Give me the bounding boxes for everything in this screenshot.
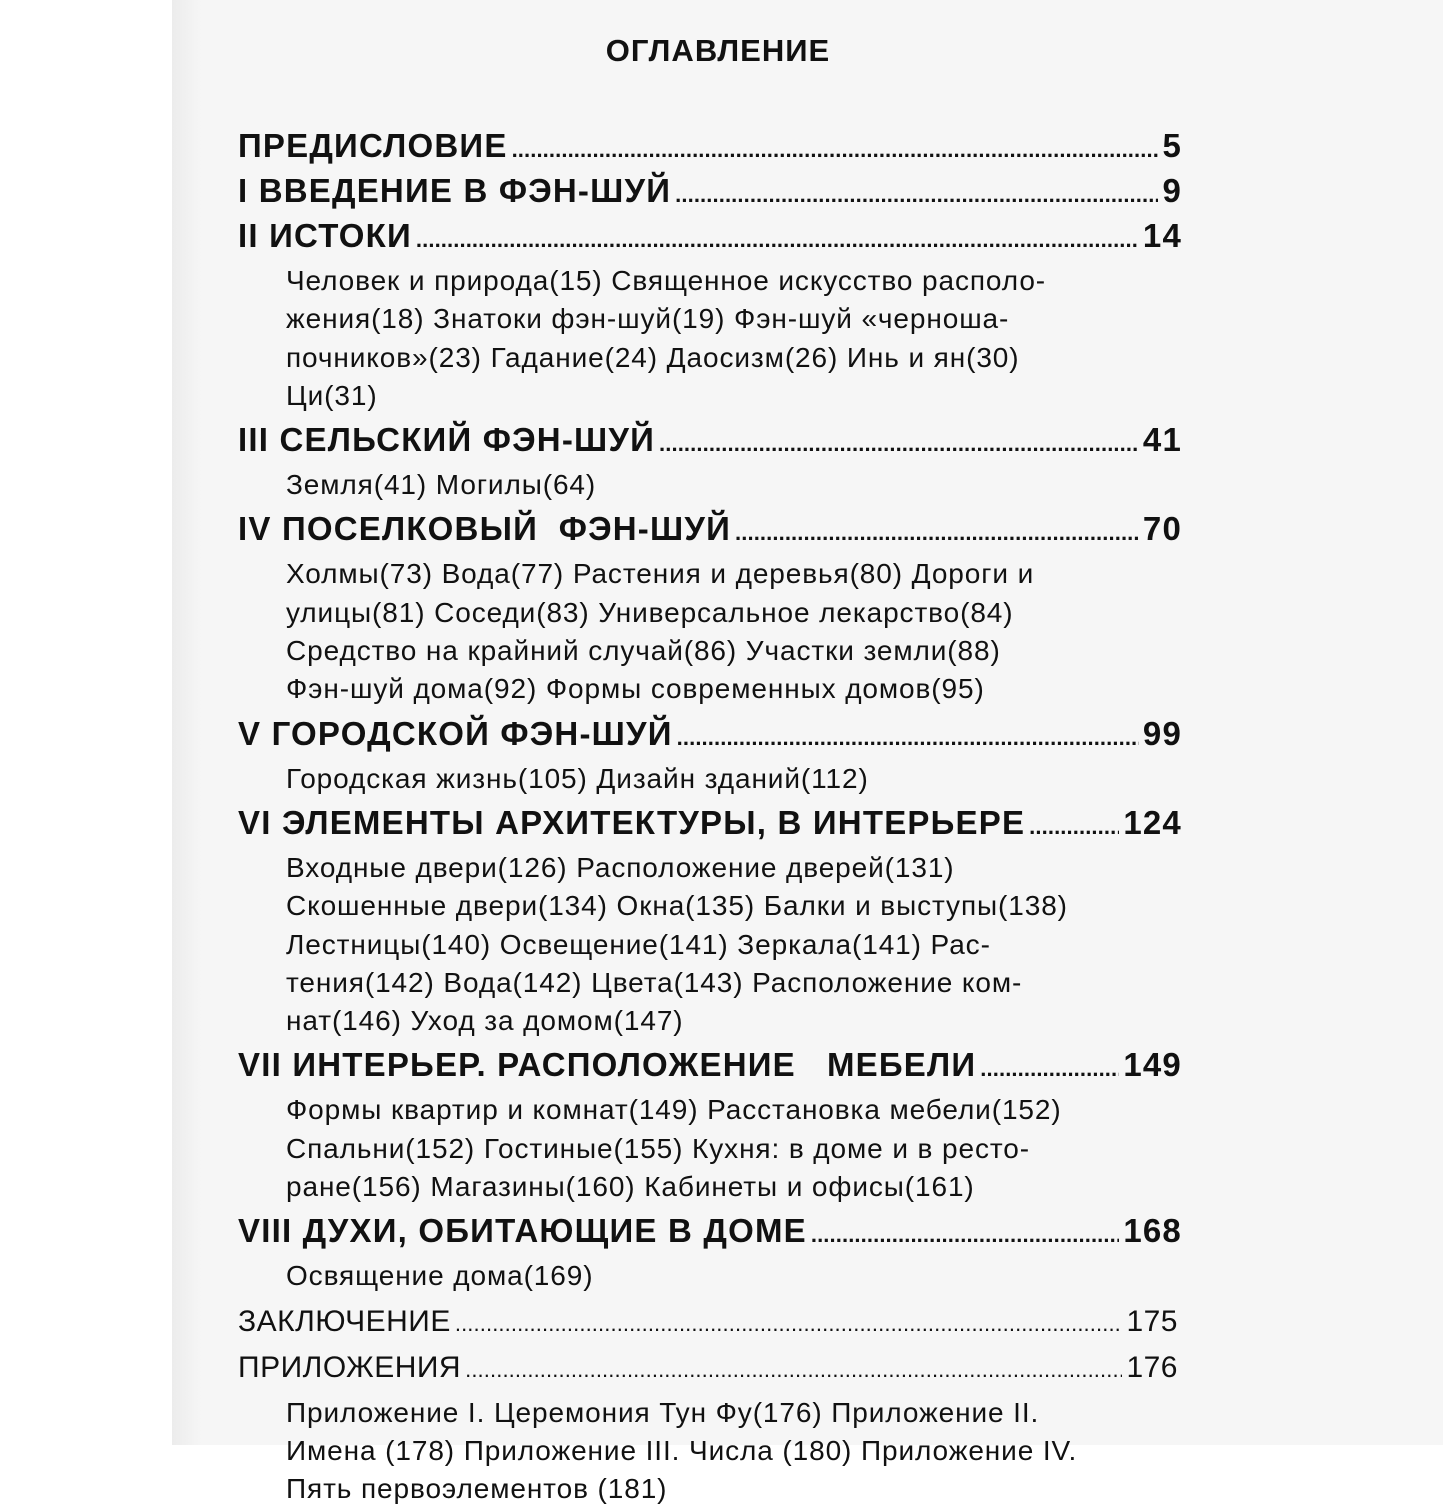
toc-subsection-line: Холмы(73) Вода(77) Растения и деревья(80) Дороги и: [286, 558, 1035, 590]
toc-entry-label: ЗАКЛЮЧЕНИЕ: [238, 1304, 451, 1338]
dot-leader: [677, 713, 1139, 758]
toc-entry-label: II ИСТОКИ: [238, 217, 412, 254]
toc-subsection-line: Имена (178) Приложение III. Числа (180) Приложение IV.: [286, 1434, 1078, 1466]
toc-entry-page: 14: [1142, 217, 1182, 254]
toc-subsection-line: Входные двери(126) Расположение дверей(131): [286, 851, 955, 883]
toc-subsection-line: Средство на крайний случай(86) Участки земли(88): [286, 635, 1001, 667]
toc-subsection-line: Человек и природа(15) Священное искусство располо-: [286, 265, 1047, 296]
page-gutter-shadow: [172, 0, 202, 1445]
toc-entry-label: I ВВЕДЕНИЕ В ФЭН-ШУЙ: [238, 172, 672, 209]
toc-entry-page: 41: [1142, 421, 1182, 459]
toc-entry-label: IV ПОСЕЛКОВЫЙ ФЭН-ШУЙ: [238, 510, 732, 548]
dot-leader: [811, 1210, 1119, 1255]
table-of-contents: [238, 125, 1182, 1509]
toc-entry: [238, 125, 1182, 170]
toc-subsection-line: Пять первоэлементов (181): [286, 1473, 668, 1505]
dot-leader: [416, 215, 1139, 260]
toc-entry-label: III СЕЛЬСКИЙ ФЭН-ШУЙ: [238, 421, 656, 459]
toc-entry: [238, 508, 1182, 553]
toc-subsection-line: ране(156) Магазины(160) Кабинеты и офисы(161): [286, 1171, 975, 1203]
toc-subsection-line: тения(142) Вода(142) Цвета(143) Расположение ком-: [286, 966, 1023, 998]
dot-leader: [659, 419, 1139, 464]
toc-subsection-line: Ци(31): [286, 379, 378, 411]
toc-entry: [238, 215, 1182, 260]
dot-leader: [735, 508, 1139, 553]
toc-entry-label: VII ИНТЕРЬЕР. РАСПОЛОЖЕНИЕ МЕБЕЛИ: [238, 1046, 977, 1084]
toc-subsection-line: Формы квартир и комнат(149) Расстановка мебели(152): [286, 1094, 1062, 1126]
dot-leader: [1029, 802, 1119, 847]
toc-entry-label: VI ЭЛЕМЕНТЫ АРХИТЕКТУРЫ, В ИНТЕРЬЕРЕ: [238, 803, 1026, 841]
dot-leader: [675, 170, 1158, 215]
toc-entry-page: 124: [1123, 803, 1182, 841]
page-title: ОГЛАВЛЕНИЕ: [605, 33, 831, 68]
dot-leader: [512, 125, 1159, 170]
dot-leader: [465, 1346, 1122, 1392]
toc-entry-label: V ГОРОДСКОЙ ФЭН-ШУЙ: [238, 714, 673, 752]
toc-subsection-line: Фэн-шуй дома(92) Формы современных домов(95): [286, 673, 985, 705]
toc-entry-label: ПРИЛОЖЕНИЯ: [238, 1350, 462, 1384]
toc-subsection-line: Земля(41) Могилы(64): [286, 469, 597, 501]
toc-subsection-line: нат(146) Уход за домом(147): [286, 1005, 684, 1037]
toc-entry-label: ПРЕДИСЛОВИЕ: [238, 127, 508, 164]
toc-entry-label: VIII ДУХИ, ОБИТАЮЩИЕ В ДОМЕ: [238, 1212, 807, 1250]
toc-entry: [238, 1210, 1182, 1255]
toc-subsection-line: Освящение дома(169): [286, 1260, 594, 1292]
toc-entry: [238, 170, 1182, 215]
toc-subsection-line: почников»(23) Гадание(24) Даосизм(26) Инь и ян(30): [286, 341, 1020, 373]
toc-entry-page: 5: [1162, 127, 1182, 164]
toc-entry: [238, 1044, 1182, 1089]
toc-entry-page: 99: [1142, 714, 1182, 752]
toc-entry: [238, 713, 1182, 758]
toc-entry-page: 176: [1126, 1350, 1178, 1384]
toc-subsection-line: Лестницы(140) Освещение(141) Зеркала(141) Рас-: [286, 928, 991, 960]
toc-entry-page: 70: [1142, 510, 1182, 548]
toc-entry-page: 9: [1162, 172, 1182, 209]
toc-subsection-line: жения(18) Знатоки фэн-шуй(19) Фэн-шуй «черноша-: [286, 303, 1010, 335]
toc-entry: [238, 419, 1182, 464]
toc-subsection-line: Приложение I. Церемония Тун Фу(176) Приложение II.: [286, 1396, 1040, 1428]
toc-subsection-line: Скошенные двери(134) Окна(135) Балки и выступы(138): [286, 890, 1068, 922]
toc-subsection-line: Спальни(152) Гостиные(155) Кухня: в доме и в ресто-: [286, 1132, 1030, 1164]
toc-entry: [238, 1346, 1178, 1392]
dot-leader: [980, 1044, 1119, 1089]
toc-subsection-line: улицы(81) Соседи(83) Универсальное лекарство(84): [286, 596, 1014, 628]
toc-entry-page: 149: [1123, 1046, 1182, 1084]
dot-leader: [455, 1300, 1123, 1346]
toc-subsection-line: Городская жизнь(105) Дизайн зданий(112): [286, 762, 869, 794]
toc-entry: [238, 1300, 1178, 1346]
toc-entry-page: 175: [1126, 1304, 1178, 1338]
toc-entry: [238, 802, 1182, 847]
toc-entry-page: 168: [1123, 1212, 1182, 1250]
